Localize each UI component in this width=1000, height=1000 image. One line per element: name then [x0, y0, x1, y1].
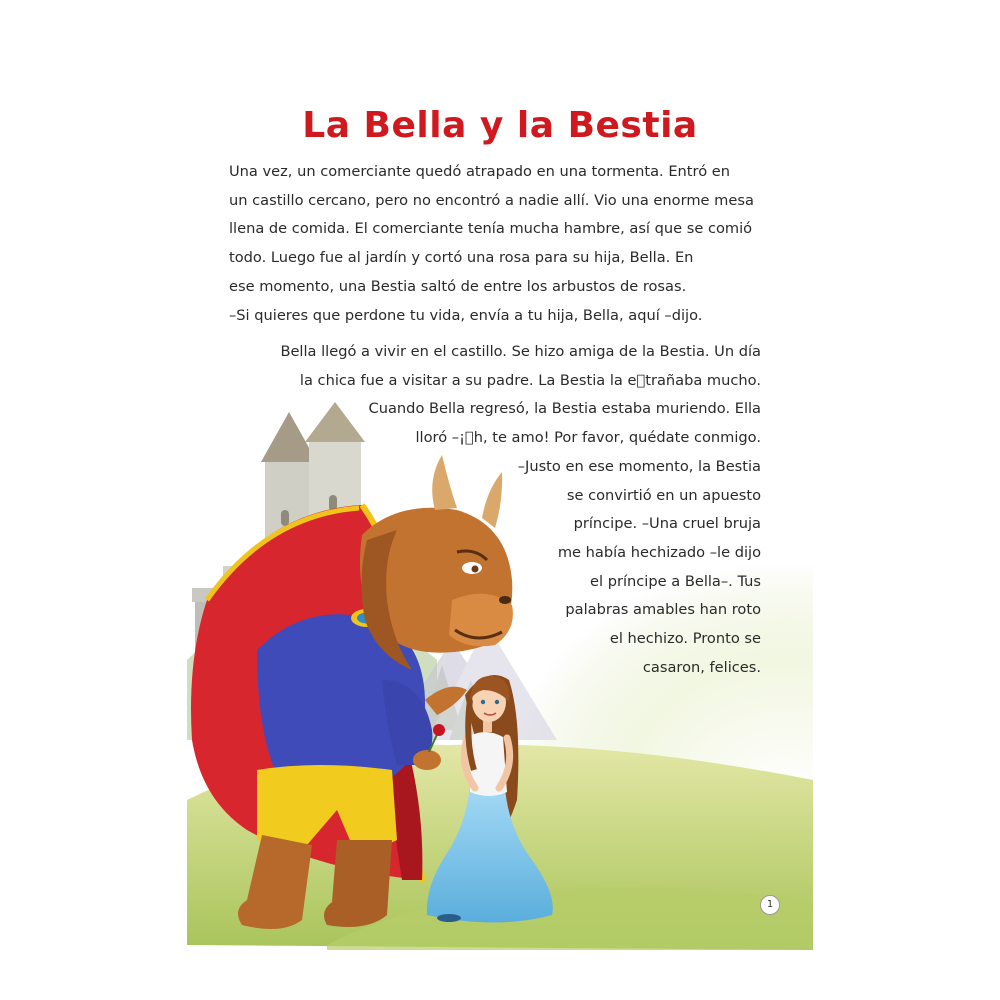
paragraph-1-line: Una vez, un comerciante quedó atrapado en una tormenta. Entró en	[229, 163, 731, 180]
paragraph-2-line: palabras amables han roto	[565, 601, 761, 619]
page-number: 1	[760, 895, 780, 915]
paragraph-1-line: un castillo cercano, pero no encontró a nadie allí. Vio una enorme mesa	[229, 191, 754, 209]
story-title: La Bella y la Bestia	[302, 105, 698, 146]
paragraph-2-line: se convirtió en un apuesto	[566, 486, 761, 504]
paragraph-2-line: –Justo en ese momento, la Bestia	[517, 457, 761, 475]
paragraph-2-line: Cuando Bella regresó, la Bestia estaba muriendo. Ella	[368, 400, 761, 418]
paragraph-2-line: el hechizo. Pronto se	[609, 630, 761, 648]
paragraph-2-line: príncipe. –Una cruel bruja	[573, 515, 761, 533]
paragraph-2-line: el príncipe a Bella–. Tus	[590, 572, 761, 590]
paragraph-1-line: llena de comida. El comerciante tenía mucha hambre, así que se comió	[229, 220, 753, 238]
paragraph-2-line: me había hechizado –le dijo	[557, 543, 761, 561]
story-page	[187, 40, 813, 950]
paragraph-2-line: la chica fue a visitar a su padre. La Bestia la e⃞trañaba mucho.	[299, 371, 761, 389]
paragraph-2-line: lloró –¡⃞h, te amo! Por favor, quédate conmigo.	[415, 429, 761, 447]
story-paragraph-1	[229, 158, 789, 330]
paragraph-2-line: Bella llegó a vivir en el castillo. Se hizo amiga de la Bestia. Un día	[280, 343, 761, 360]
paragraph-1-line: todo. Luego fue al jardín y cortó una rosa para su hija, Bella. En	[229, 249, 694, 267]
paragraph-1-line: ese momento, una Bestia saltó de entre los arbustos de rosas.	[229, 277, 687, 295]
paragraph-2-line: casaron, felices.	[642, 658, 761, 676]
paragraph-1-line: –Si quieres que perdone tu vida, envía a tu hija, Bella, aquí –dijo.	[229, 306, 703, 324]
story-paragraph-2	[241, 338, 761, 682]
